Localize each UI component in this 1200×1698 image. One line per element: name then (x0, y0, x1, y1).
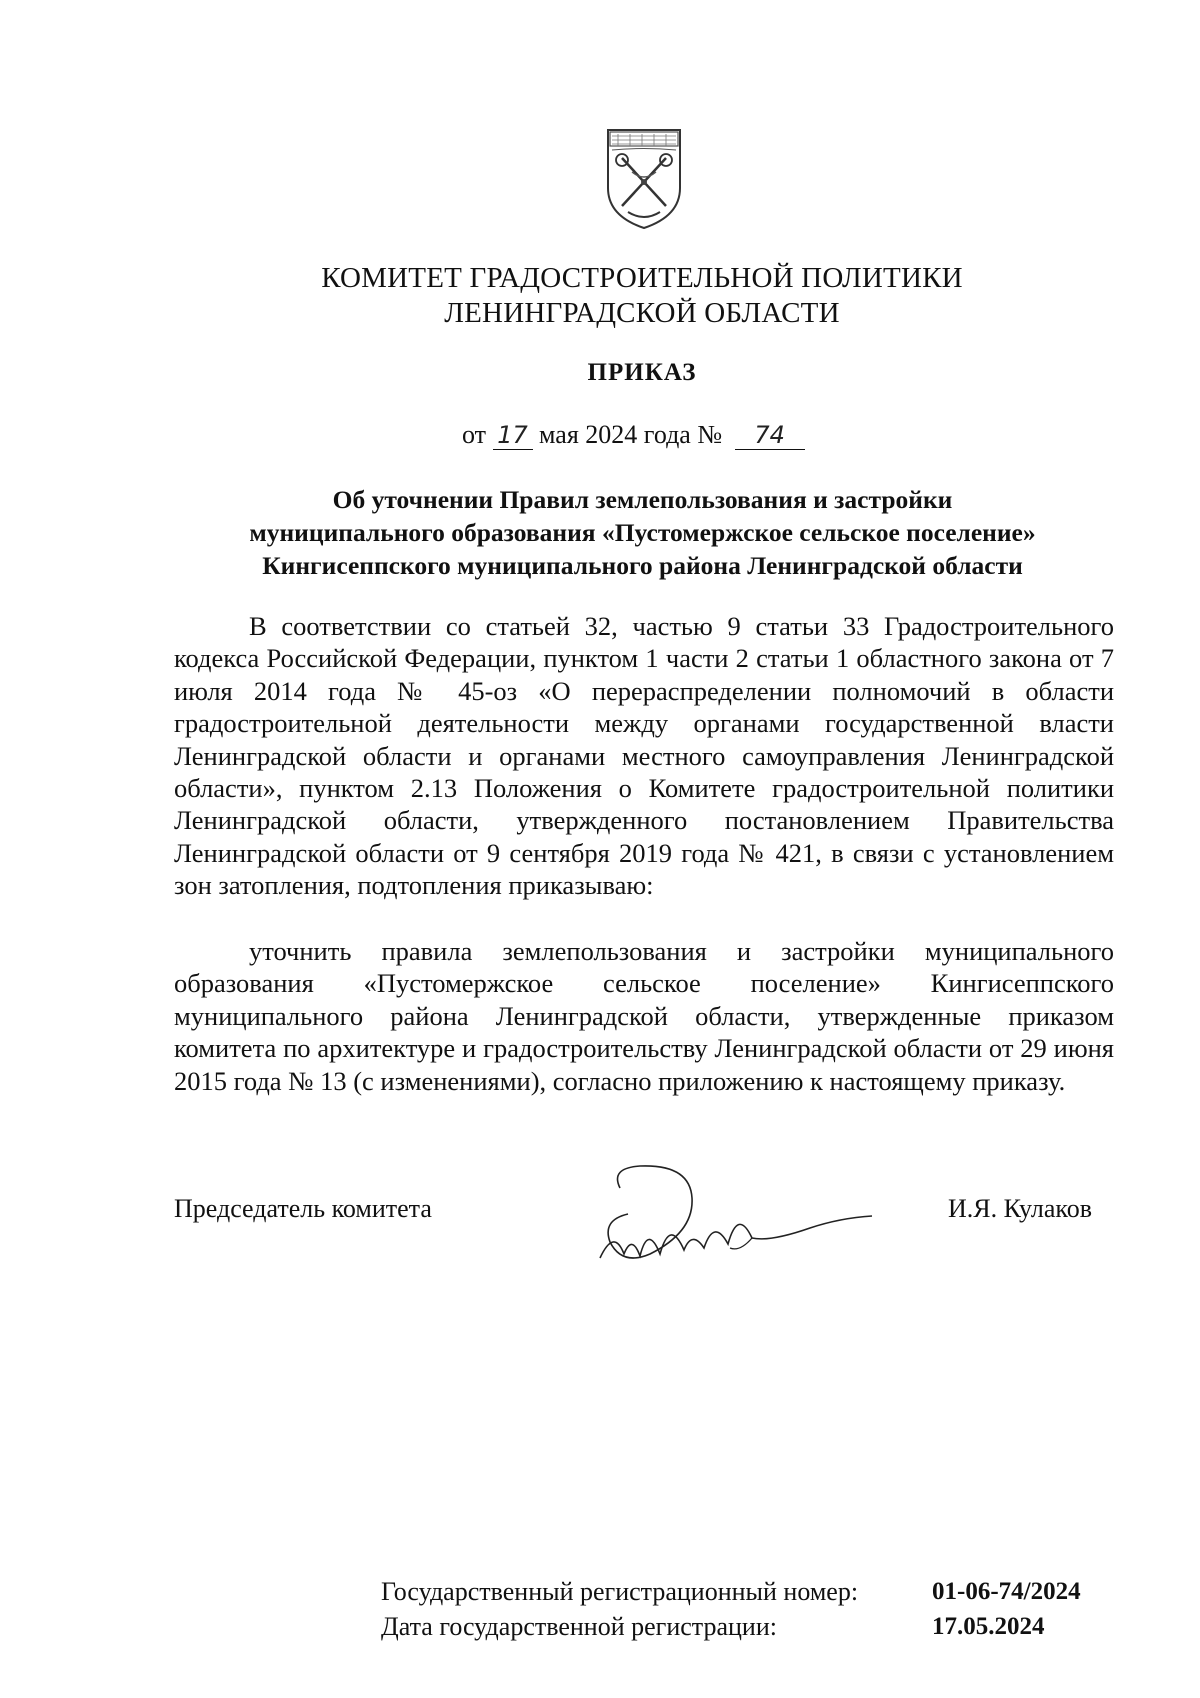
order-subject (170, 483, 1115, 582)
registration-date-value: 17.05.2024 (932, 1613, 1045, 1640)
body-paragraph-basis: В соответствии со статьей 32, частью 9 статьи 33 Градостроительного кодекса Российской Федерации, пунктом 1 части 2 статьи 1 областного закона от 7 июля 2014 года № 45-оз «О перераспределении полномочий в области градостроительной деятельности между органами государственной власти Ленинградской области и органами местного самоуправления Ленинградской области», пунктом 2.13 Положения о Комитете градостроительной политики Ленинградской области, утвержденного постановлением Правительства Ленинградской области от 9 сентября 2019 года № 421, в связи с установлением зон затопления, подтопления приказываю: (174, 611, 1114, 901)
subject-line3: Кингисеппского муниципального района Ленинградской области (262, 551, 1023, 580)
organization-name-line2: ЛЕНИНГРАДСКОЙ ОБЛАСТИ (444, 297, 840, 329)
registration-date-label: Дата государственной регистрации: (381, 1612, 777, 1641)
handwritten-signature (580, 1158, 880, 1278)
date-prefix: от (462, 420, 487, 449)
registration-number-label: Государственный регистрационный номер: (381, 1577, 859, 1606)
signatory-name: И.Я. Кулаков (948, 1194, 1092, 1223)
coat-of-arms-emblem (602, 126, 686, 230)
organization-name-line1: КОМИТЕТ ГРАДОСТРОИТЕЛЬНОЙ ПОЛИТИКИ (321, 262, 963, 294)
date-month-year: мая 2024 года № (539, 420, 723, 449)
subject-line2: муниципального образования «Пустомержское сельское поселение» (249, 518, 1036, 547)
subject-line1: Об уточнении Правил землепользования и застройки (332, 485, 953, 514)
order-date-number-line (462, 420, 805, 450)
handwritten-day: 17 (493, 421, 533, 450)
registration-number-value: 01-06-74/2024 (932, 1578, 1081, 1605)
handwritten-order-number: 74 (735, 421, 805, 450)
signatory-title: Председатель комитета (174, 1194, 432, 1223)
body-paragraph-decision: уточнить правила землепользования и застройки муниципального образования «Пустомержское сельское поселение» Кингисеппского муниципального района Ленинградской области, утвержденные приказом комитета по архитектуре и градостроительству Ленинградской области от 29 июня 2015 года № 13 (с изменениями), согласно приложению к настоящему приказу. (174, 936, 1114, 1096)
document-type-title: ПРИКАЗ (587, 359, 697, 386)
